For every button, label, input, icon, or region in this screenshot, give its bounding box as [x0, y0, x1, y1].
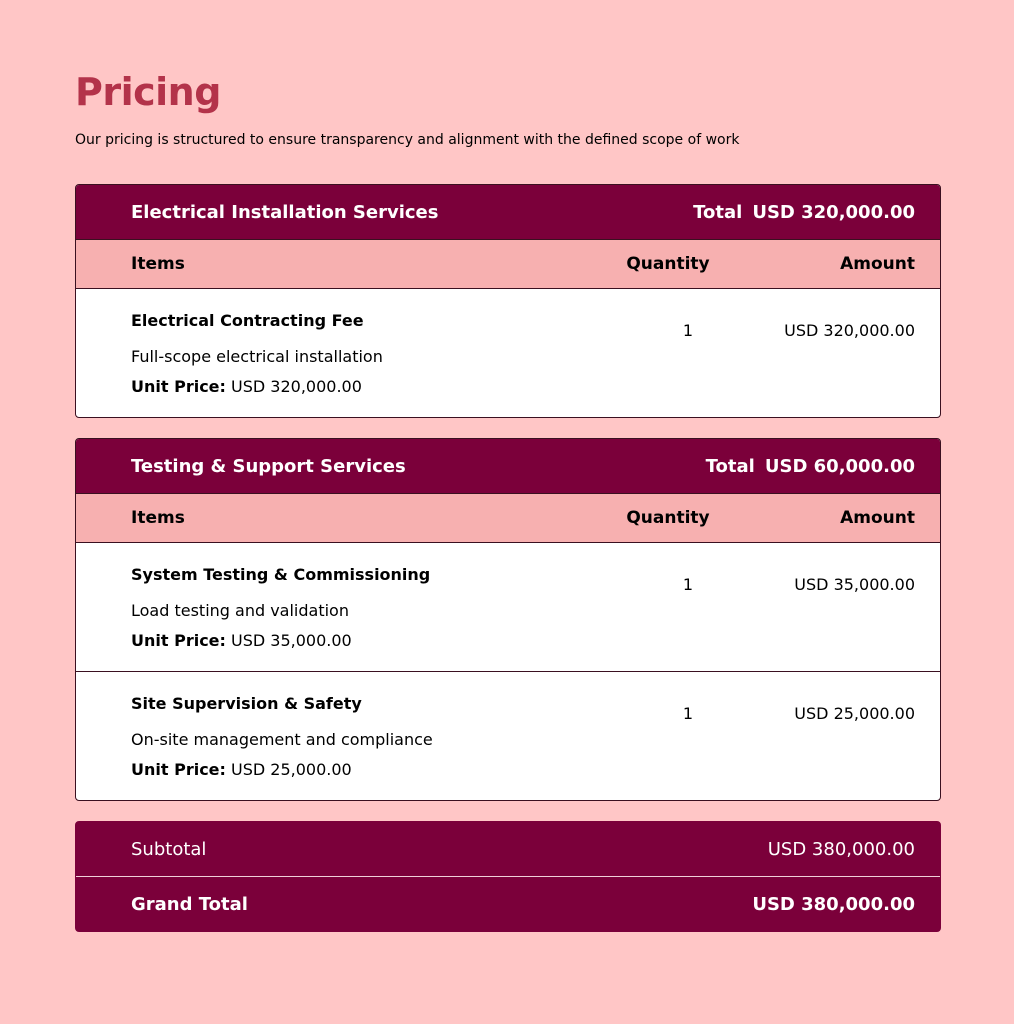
column-header-row — [76, 493, 940, 543]
line-item-amount: USD 35,000.00 — [794, 575, 915, 594]
line-item-description: Full-scope electrical installation — [131, 347, 383, 366]
page-title: Pricing — [75, 70, 221, 114]
unit-price-value: USD 320,000.00 — [231, 377, 362, 396]
line-item-quantity: 1 — [682, 575, 694, 594]
section-total-value: USD 60,000.00 — [764, 455, 915, 477]
line-item-amount: USD 25,000.00 — [794, 704, 915, 723]
column-header-items: Items — [131, 254, 185, 274]
line-item-unit-price — [131, 377, 613, 397]
section-total — [706, 456, 915, 477]
subtotal-label: Subtotal — [131, 838, 207, 860]
unit-price-label: Unit Price: — [131, 760, 226, 779]
totals-summary — [75, 821, 941, 932]
line-item-info — [131, 565, 613, 651]
line-item-description: On-site management and compliance — [131, 730, 433, 749]
section-title: Electrical Installation Services — [131, 201, 439, 223]
section-total-label: Total — [705, 455, 755, 477]
line-item-info — [131, 311, 613, 397]
column-header-quantity: Quantity — [626, 508, 710, 528]
subtotal-value: USD 380,000.00 — [767, 838, 915, 860]
section-total-value: USD 320,000.00 — [752, 201, 915, 223]
grand-total-row — [76, 876, 940, 931]
pricing-page — [75, 64, 941, 932]
unit-price-value: USD 25,000.00 — [231, 760, 352, 779]
line-item-unit-price — [131, 760, 613, 780]
pricing-section-testing-support — [75, 438, 941, 801]
line-item-description: Load testing and validation — [131, 601, 349, 620]
line-item-quantity: 1 — [682, 704, 694, 723]
unit-price-label: Unit Price: — [131, 377, 226, 396]
line-item-name: Site Supervision & Safety — [131, 694, 362, 713]
line-item-row — [76, 671, 940, 800]
line-item-name: Electrical Contracting Fee — [131, 311, 364, 330]
line-item-quantity: 1 — [682, 321, 694, 340]
page-subtitle: Our pricing is structured to ensure transparency and alignment with the defined scope of work — [75, 132, 740, 148]
grand-total-value: USD 380,000.00 — [752, 893, 915, 915]
section-title: Testing & Support Services — [131, 455, 406, 477]
line-item-amount: USD 320,000.00 — [784, 321, 915, 340]
line-item-name: System Testing & Commissioning — [131, 565, 431, 584]
column-header-amount: Amount — [840, 508, 915, 528]
column-header-amount: Amount — [840, 254, 915, 274]
line-item-row — [76, 289, 940, 417]
unit-price-value: USD 35,000.00 — [231, 631, 352, 650]
column-header-row — [76, 239, 940, 289]
line-item-info — [131, 694, 613, 780]
line-item-unit-price — [131, 631, 613, 651]
line-item-row — [76, 543, 940, 671]
section-total — [693, 202, 915, 223]
section-header — [76, 185, 940, 239]
grand-total-label: Grand Total — [131, 893, 248, 915]
subtotal-row — [76, 822, 940, 876]
column-header-quantity: Quantity — [626, 254, 710, 274]
pricing-section-electrical — [75, 184, 941, 418]
column-header-items: Items — [131, 508, 185, 528]
section-header — [76, 439, 940, 493]
unit-price-label: Unit Price: — [131, 631, 226, 650]
section-total-label: Total — [693, 201, 743, 223]
